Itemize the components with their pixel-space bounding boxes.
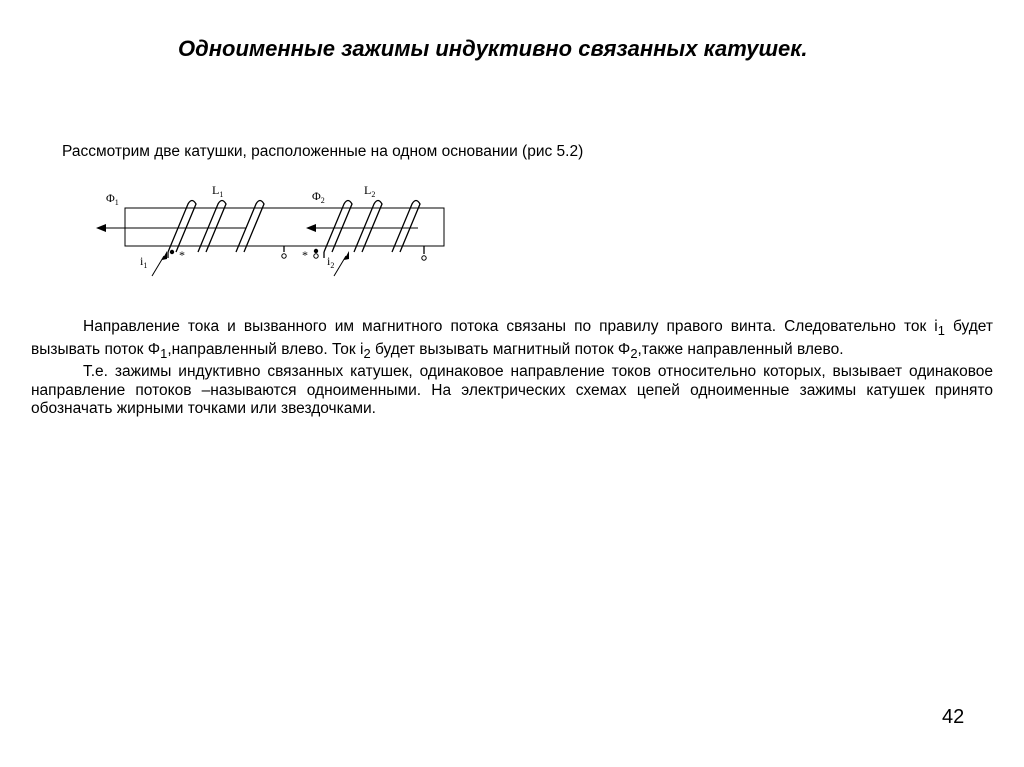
terminal-coil2-start [314,254,318,258]
L1-label: $L_1$ [212,183,224,199]
coil-2 [324,201,424,259]
coils-diagram [88,180,458,280]
i1-label: $i_1$ [140,254,148,270]
terminal-coil1-end [282,254,286,258]
flux-arrow-1 [96,224,246,232]
slide-title: Одноименные зажимы индуктивно связанных катушек. [178,36,808,61]
star-marker-1: * [179,248,185,262]
phi1-label: $\Phi_1$ [106,191,119,207]
coupled-coils-figure [88,180,458,285]
i2-label: $i_2$ [327,254,335,270]
current-arrow-2 [334,251,349,276]
paragraph-1: Направление тока и вызванного им магнитного потока связаны по правилу правого винта. Следовательно ток $i_1$ будет вызывать поток $\Phi_1,направленный$ влево. Ток $i_2$ будет вызывать магнитный поток $\Phi_2,также$ направленный влево. [31,318,994,361]
L2-label: $L_2$ [364,183,376,199]
terminal-coil2-end [422,256,426,260]
dot-marker-1 [170,250,174,254]
star-marker-2: * [302,248,308,262]
page-number: 42 [942,706,965,728]
dot-marker-2 [314,249,318,253]
coil-1 [168,201,284,259]
current-arrow-1 [152,251,167,276]
intro-text: Рассмотрим две катушки, расположенные на одном основании (рис 5.2) [62,143,584,160]
body-text [31,318,993,419]
phi2-label: $\Phi_2$ [312,189,325,205]
paragraph-2: Т.е. зажимы индуктивно связанных катушек, одинаковое направление токов относительно которых, вызывает одинаковое направление потоков –называются одноименными. На электрических схемах цепей одноименные зажимы катушек принято обозначать жирными точками или звездочками. [31,363,993,418]
